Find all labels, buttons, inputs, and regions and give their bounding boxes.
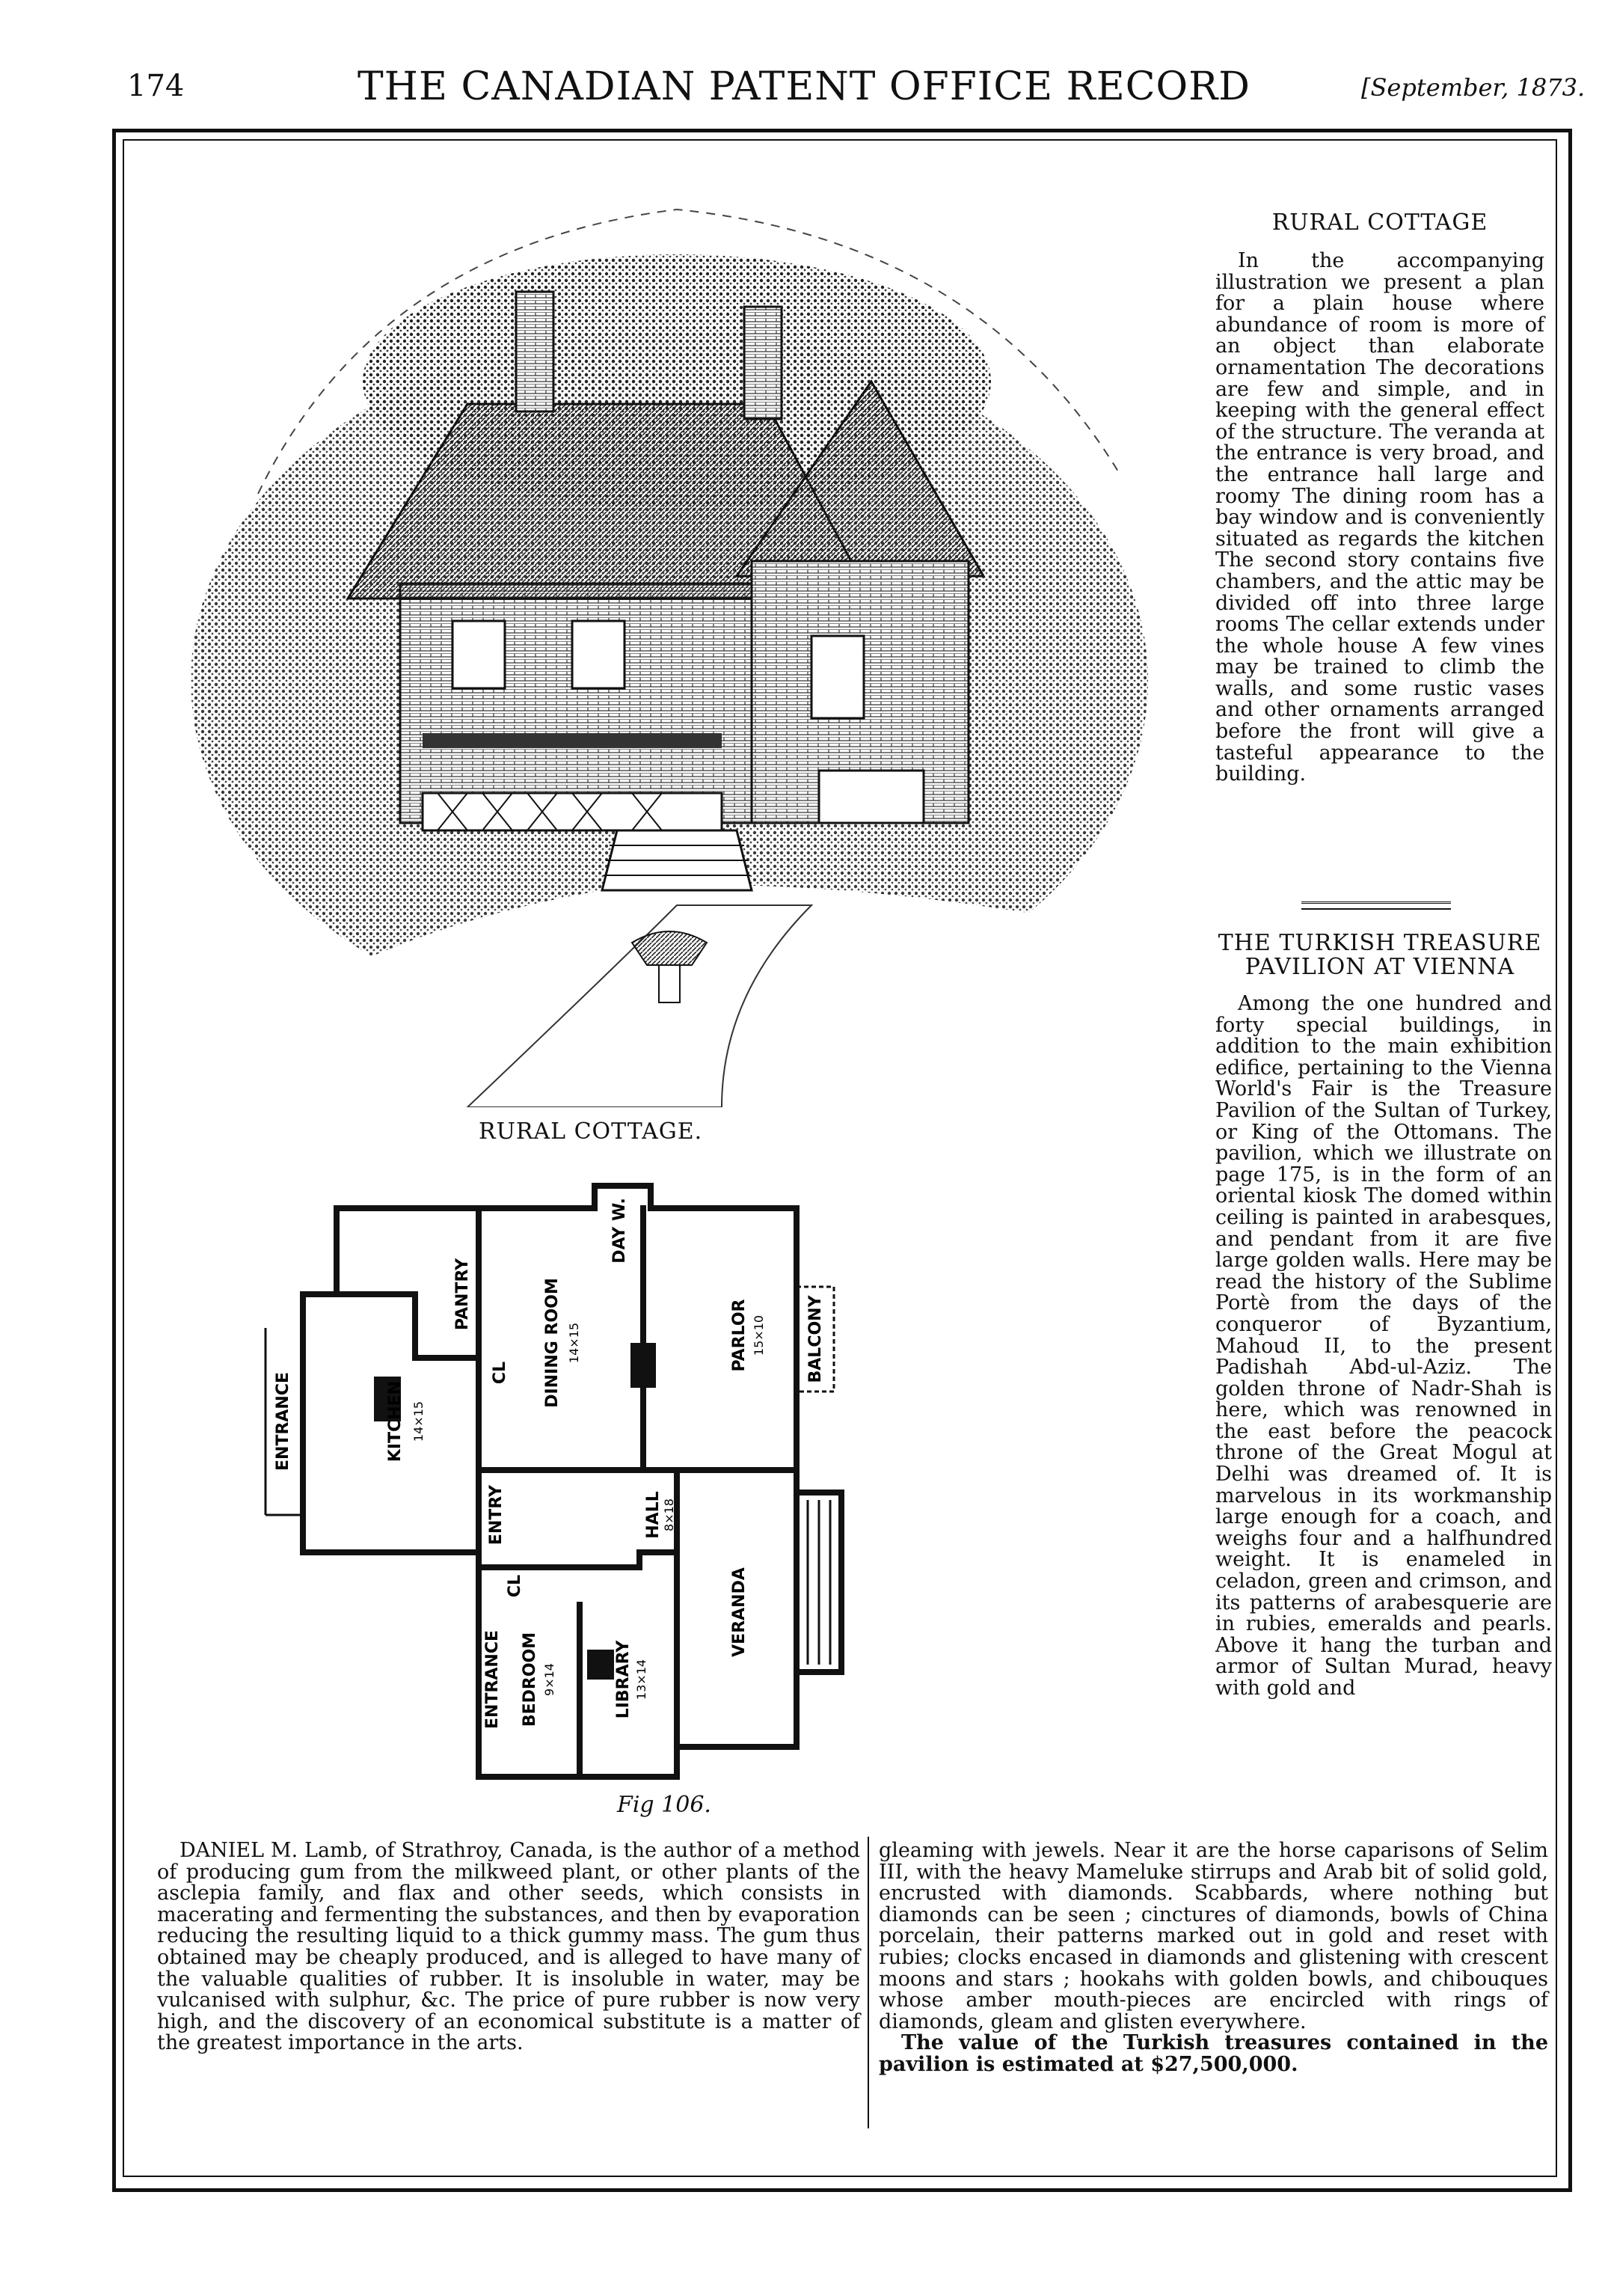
column-rule <box>868 1837 869 2128</box>
turkish-treasure-heading: THE TURKISH TREASURE PAVILION AT VIENNA <box>1218 930 1542 980</box>
rural-cottage-body: In the accompanying illustration we present a plan for a plain house where abundance of room is more of an object than elaborate ornamentation The decorations are few and simple, and in keeping with the general effect of the structure. The veranda at the entrance is very broad, and the entrance hall large and roomy The dining room has a bay window and is conveniently situated as regards the kitchen The second story contains five chambers, and the attic may be divided off into three large rooms The cellar extends under the whole house A few vines may be trained to climb the walls, and some rustic vases and other ornaments arranged before the front will give a tasteful appearance to the building. <box>1215 249 1544 786</box>
turkish-treasure-body: Among the one hundred and forty special buildings, in addition to the main exhibition edifice, pertaining to the Vienna World's Fair is the Treasure Pavilion of the Sultan of Turkey, or King of the Ottomans. The pavilion, which we illustrate on page 175, is in the form of an oriental kiosk The domed within ceiling is painted in arabesques, and pendant from it are five large golden walls. Here may be read the history of the Sublime Portè from the days of the conqueror of Byzantium, Mahoud II, to the present Padishah Abd-ul-Aziz. The golden throne of Nadr-Shah is here, which was renowned in the east before the peacock throne of the Great Mogul at Delhi was dreamed of. It is marvelous in its workmanship large enough for a coach, and weighs four and a halfhundred weight. It is enameled in celadon, green and crimson, and its patterns of arabesquerie are in rubies, emeralds and pearls. Above it hang the turban and armor of Sultan Murad, heavy with gold and <box>1215 992 1552 1700</box>
plan-label-cl-upper: CL <box>491 1361 509 1385</box>
plan-label-entrance-lower: ENTRANCE <box>483 1630 502 1729</box>
plan-label-entry: ENTRY <box>487 1484 506 1546</box>
issue-date: [September, 1873. <box>1361 73 1586 102</box>
engraving-caption: RURAL COTTAGE. <box>479 1118 703 1145</box>
plan-label-dining-room: DINING ROOM <box>543 1278 562 1408</box>
rural-cottage-heading: RURAL COTTAGE <box>1271 209 1488 236</box>
plan-label-day-w: DAY W. <box>610 1198 629 1264</box>
page-number: 174 <box>127 69 185 103</box>
plan-label-kitchen: KITCHEN <box>386 1380 405 1463</box>
plan-label-library: LIBRARY <box>614 1640 633 1719</box>
plan-label-hall: HALL <box>644 1491 663 1539</box>
figure-caption: Fig 106. <box>617 1792 711 1818</box>
plan-label-veranda: VERANDA <box>730 1567 749 1657</box>
turkish-treasure-value: The value of the Turkish treasures contained in the pavilion is estimated at $27,500,000. <box>879 2031 1548 2076</box>
plan-label-entrance-left: ENTRANCE <box>274 1372 292 1471</box>
plan-label-pantry: PANTRY <box>453 1258 472 1331</box>
turkish-treasure-continuation <box>879 1840 1548 2076</box>
turkish-treasure-continuation-text: gleaming with jewels. Near it are the horse caparisons of Selim III, with the heavy Mameluke stirrups and Arab bit of solid gold, encrusted with diamonds. Scabbards, where nothing but diamonds can be seen ; cinctures of diamonds, bowls of China porcelain, their patterns marked out in gold and reset with rubies; clocks encased in diamonds and glistening with crescent moons and stars ; hookahs with golden bowls, and chibouques whose amber mouth-pieces are encircled with rings of diamonds, gleam and glisten everywhere. <box>879 1839 1548 2033</box>
plan-label-cl-lower: CL <box>506 1574 524 1598</box>
plan-dim-dining: 14×15 <box>567 1322 581 1364</box>
plan-dim-library: 13×14 <box>634 1659 648 1700</box>
section-divider <box>1301 901 1451 910</box>
plan-dim-kitchen: 14×15 <box>411 1400 426 1442</box>
running-title: THE CANADIAN PATENT OFFICE RECORD <box>357 64 1251 109</box>
plan-label-balcony: BALCONY <box>806 1295 825 1383</box>
plan-label-parlor: PARLOR <box>730 1299 749 1372</box>
plan-label-bedroom: BEDROOM <box>521 1632 539 1727</box>
plan-dim-hall: 8×18 <box>662 1498 676 1531</box>
floor-plan-diagram <box>221 1163 1088 1784</box>
milkweed-gum-article: DANIEL M. Lamb, of Strathroy, Canada, is the author of a method of producing gum from the milkweed plant, or other plants of the asclepia family, and flax and other seeds, which consists in macerating and fermenting the substances, and then by evaporation reducing the resulting liquid to a thick gummy mass. The gum thus obtained may be cheaply produced, and is alleged to have many of the valuable qualities of rubber. It is insoluble in water, may be vulcanised with sulphur, &c. The price of pure rubber is now very high, and the discovery of an economical substitute is a matter of the greatest importance in the arts. <box>157 1839 860 2055</box>
rural-cottage-engraving <box>153 157 1193 1107</box>
plan-dim-parlor: 15×10 <box>752 1314 766 1356</box>
plan-dim-bedroom: 9×14 <box>542 1663 556 1696</box>
